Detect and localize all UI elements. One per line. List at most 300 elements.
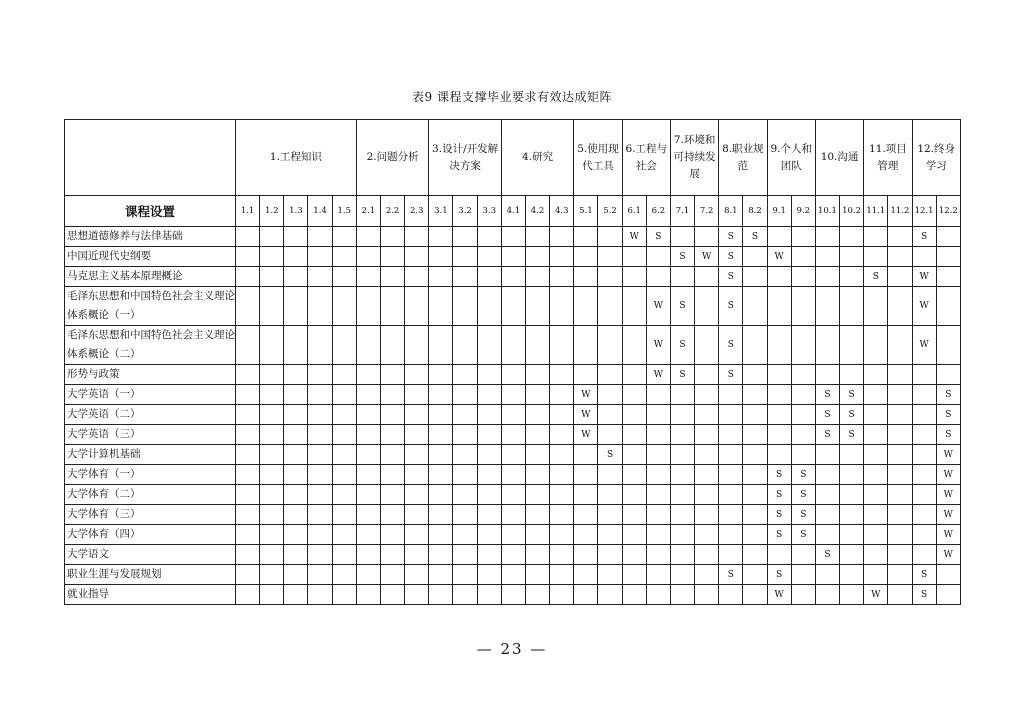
support-mark-cell	[574, 465, 598, 485]
support-mark-cell	[622, 267, 646, 287]
support-mark-cell	[284, 385, 308, 405]
support-mark-cell	[236, 425, 260, 445]
course-name-cell: 大学体育（三）	[65, 505, 236, 525]
support-mark-cell	[767, 425, 791, 445]
support-mark-cell: W	[912, 287, 936, 326]
support-mark-cell: S	[670, 365, 694, 385]
support-mark-cell	[381, 287, 405, 326]
support-mark-cell	[429, 267, 453, 287]
support-mark-cell	[695, 365, 719, 385]
requirement-group-header: 8.职业规范	[719, 120, 767, 196]
support-mark-cell	[598, 465, 622, 485]
support-mark-cell: S	[719, 365, 743, 385]
support-mark-cell	[501, 365, 525, 385]
support-mark-cell	[767, 405, 791, 425]
support-mark-cell	[840, 465, 864, 485]
support-mark-cell	[477, 405, 501, 425]
support-mark-cell: W	[936, 485, 960, 505]
support-mark-cell	[501, 405, 525, 425]
matrix-body	[65, 227, 961, 605]
support-mark-cell	[284, 505, 308, 525]
support-mark-cell	[888, 287, 912, 326]
support-mark-cell	[453, 445, 477, 465]
support-mark-cell	[308, 326, 332, 365]
support-mark-cell	[622, 545, 646, 565]
support-mark-cell	[525, 287, 549, 326]
support-mark-cell	[501, 465, 525, 485]
course-name-cell: 职业生涯与发展规划	[65, 565, 236, 585]
support-mark-cell	[405, 405, 429, 425]
support-mark-cell: S	[912, 585, 936, 605]
support-mark-cell	[453, 485, 477, 505]
support-mark-cell	[477, 287, 501, 326]
support-mark-cell	[598, 585, 622, 605]
support-mark-cell	[525, 405, 549, 425]
support-mark-cell	[405, 505, 429, 525]
support-mark-cell	[525, 425, 549, 445]
support-mark-cell	[429, 227, 453, 247]
support-mark-cell	[308, 525, 332, 545]
support-mark-cell	[888, 585, 912, 605]
support-mark-cell	[236, 326, 260, 365]
support-mark-cell	[260, 227, 284, 247]
support-mark-cell	[477, 365, 501, 385]
table-row	[65, 505, 961, 525]
support-mark-cell	[719, 405, 743, 425]
support-mark-cell	[912, 247, 936, 267]
support-mark-cell	[501, 485, 525, 505]
support-mark-cell	[356, 326, 380, 365]
course-name-cell: 思想道德修养与法律基础	[65, 227, 236, 247]
table-row	[65, 465, 961, 485]
support-mark-cell	[477, 485, 501, 505]
support-mark-cell	[815, 505, 839, 525]
support-mark-cell	[236, 485, 260, 505]
support-mark-cell	[719, 545, 743, 565]
support-mark-cell	[381, 365, 405, 385]
support-mark-cell	[622, 385, 646, 405]
support-mark-cell	[525, 326, 549, 365]
support-mark-cell	[405, 585, 429, 605]
support-mark-cell: S	[815, 425, 839, 445]
support-mark-cell	[525, 267, 549, 287]
support-mark-cell: S	[864, 267, 888, 287]
support-mark-cell	[550, 505, 574, 525]
support-mark-cell	[332, 485, 356, 505]
support-mark-cell	[405, 247, 429, 267]
support-mark-cell	[791, 287, 815, 326]
support-mark-cell	[719, 505, 743, 525]
support-mark-cell	[815, 465, 839, 485]
support-mark-cell	[719, 385, 743, 405]
support-mark-cell	[525, 385, 549, 405]
support-mark-cell	[574, 505, 598, 525]
support-mark-cell: S	[670, 247, 694, 267]
support-mark-cell	[501, 385, 525, 405]
course-setting-label: 课程设置	[65, 196, 236, 227]
support-mark-cell	[356, 287, 380, 326]
course-name-cell: 就业指导	[65, 585, 236, 605]
support-mark-cell	[429, 445, 453, 465]
support-mark-cell	[332, 287, 356, 326]
support-mark-cell	[550, 425, 574, 445]
support-mark-cell	[864, 565, 888, 585]
support-mark-cell	[405, 267, 429, 287]
support-mark-cell	[695, 585, 719, 605]
support-mark-cell	[598, 545, 622, 565]
support-mark-cell	[743, 267, 767, 287]
support-mark-cell	[429, 565, 453, 585]
support-mark-cell	[236, 287, 260, 326]
support-mark-cell	[815, 365, 839, 385]
support-mark-cell	[477, 385, 501, 405]
course-name-cell: 大学体育（一）	[65, 465, 236, 485]
support-mark-cell	[260, 445, 284, 465]
support-mark-cell	[405, 565, 429, 585]
support-mark-cell	[840, 326, 864, 365]
support-mark-cell	[695, 326, 719, 365]
sub-indicator-header: 10.2	[840, 196, 864, 227]
support-mark-cell	[550, 287, 574, 326]
support-mark-cell	[501, 267, 525, 287]
support-mark-cell	[695, 385, 719, 405]
requirement-group-header: 6.工程与社会	[622, 120, 670, 196]
support-mark-cell	[912, 365, 936, 385]
support-mark-cell	[743, 485, 767, 505]
support-mark-cell	[356, 485, 380, 505]
support-mark-cell	[791, 425, 815, 445]
table-row	[65, 565, 961, 585]
support-mark-cell	[912, 405, 936, 425]
requirement-group-header: 7.环境和可持续发展	[670, 120, 718, 196]
support-mark-cell: W	[695, 247, 719, 267]
requirement-group-header: 12.终身学习	[912, 120, 960, 196]
support-mark-cell	[405, 465, 429, 485]
support-mark-cell	[840, 505, 864, 525]
support-mark-cell	[670, 465, 694, 485]
support-mark-cell	[308, 505, 332, 525]
sub-indicator-header: 4.2	[525, 196, 549, 227]
support-mark-cell	[598, 405, 622, 425]
support-mark-cell	[501, 545, 525, 565]
support-mark-cell	[888, 505, 912, 525]
support-mark-cell	[260, 365, 284, 385]
support-mark-cell	[501, 445, 525, 465]
support-mark-cell	[525, 247, 549, 267]
support-mark-cell	[670, 485, 694, 505]
support-mark-cell	[501, 425, 525, 445]
support-mark-cell	[501, 227, 525, 247]
support-mark-cell	[236, 585, 260, 605]
support-mark-cell	[356, 465, 380, 485]
support-mark-cell: S	[767, 525, 791, 545]
support-mark-cell	[815, 585, 839, 605]
support-mark-cell	[912, 425, 936, 445]
requirement-group-header: 2.问题分析	[356, 120, 428, 196]
support-mark-cell	[840, 445, 864, 465]
support-mark-cell	[308, 485, 332, 505]
support-mark-cell	[888, 385, 912, 405]
support-mark-cell	[260, 585, 284, 605]
table-row	[65, 425, 961, 445]
support-mark-cell	[912, 485, 936, 505]
support-mark-cell: S	[815, 405, 839, 425]
support-mark-cell	[719, 525, 743, 545]
support-mark-cell	[888, 267, 912, 287]
table-row	[65, 247, 961, 267]
support-mark-cell	[936, 227, 960, 247]
support-mark-cell	[429, 425, 453, 445]
support-mark-cell	[308, 585, 332, 605]
support-mark-cell	[284, 267, 308, 287]
support-mark-cell	[429, 385, 453, 405]
support-mark-cell: W	[646, 287, 670, 326]
support-mark-cell	[670, 445, 694, 465]
sub-indicator-row	[65, 196, 961, 227]
support-mark-cell: W	[622, 227, 646, 247]
support-mark-cell	[236, 465, 260, 485]
support-mark-cell: W	[936, 465, 960, 485]
sub-indicator-header: 12.1	[912, 196, 936, 227]
support-mark-cell	[405, 425, 429, 445]
requirement-group-header: 3.设计/开发解决方案	[429, 120, 502, 196]
table-row	[65, 267, 961, 287]
support-mark-cell: W	[646, 365, 670, 385]
support-mark-cell	[381, 545, 405, 565]
support-mark-cell	[332, 425, 356, 445]
course-name-cell: 大学体育（二）	[65, 485, 236, 505]
support-mark-cell	[453, 525, 477, 545]
support-mark-cell	[356, 505, 380, 525]
support-mark-cell: S	[767, 505, 791, 525]
support-mark-cell	[332, 545, 356, 565]
support-mark-cell	[356, 565, 380, 585]
table-row	[65, 385, 961, 405]
support-mark-cell	[429, 247, 453, 267]
support-mark-cell	[670, 545, 694, 565]
table-caption: 表9 课程支撑毕业要求有效达成矩阵	[412, 90, 612, 104]
support-mark-cell	[308, 405, 332, 425]
support-mark-cell: S	[670, 326, 694, 365]
support-mark-cell	[260, 545, 284, 565]
support-mark-cell	[622, 565, 646, 585]
support-mark-cell	[308, 267, 332, 287]
course-name-cell: 大学语文	[65, 545, 236, 565]
sub-indicator-header: 4.3	[550, 196, 574, 227]
support-mark-cell	[356, 227, 380, 247]
support-mark-cell	[356, 525, 380, 545]
support-mark-cell	[695, 545, 719, 565]
support-mark-cell: W	[912, 267, 936, 287]
support-mark-cell	[840, 247, 864, 267]
support-mark-cell: S	[719, 326, 743, 365]
support-mark-cell	[236, 267, 260, 287]
support-mark-cell: S	[912, 565, 936, 585]
support-mark-cell: S	[791, 465, 815, 485]
support-mark-cell	[525, 465, 549, 485]
requirement-group-header: 5.使用现代工具	[574, 120, 622, 196]
support-mark-cell	[525, 445, 549, 465]
support-mark-cell	[332, 385, 356, 405]
sub-indicator-header: 8.2	[743, 196, 767, 227]
support-mark-cell: S	[791, 525, 815, 545]
support-mark-cell	[864, 227, 888, 247]
sub-indicator-header: 1.3	[284, 196, 308, 227]
support-mark-cell	[453, 227, 477, 247]
support-mark-cell	[429, 287, 453, 326]
support-mark-cell	[864, 326, 888, 365]
support-mark-cell	[260, 425, 284, 445]
support-mark-cell	[308, 565, 332, 585]
sub-indicator-header: 1.5	[332, 196, 356, 227]
support-mark-cell	[791, 565, 815, 585]
support-mark-cell	[381, 425, 405, 445]
support-mark-cell	[598, 267, 622, 287]
support-mark-cell	[670, 267, 694, 287]
course-name-cell: 中国近现代史纲要	[65, 247, 236, 267]
support-mark-cell	[888, 405, 912, 425]
support-mark-cell	[574, 287, 598, 326]
support-mark-cell	[550, 585, 574, 605]
support-mark-cell	[236, 545, 260, 565]
support-mark-cell	[743, 565, 767, 585]
sub-indicator-header: 6.2	[646, 196, 670, 227]
support-mark-cell	[453, 545, 477, 565]
support-mark-cell	[864, 545, 888, 565]
support-mark-cell	[284, 485, 308, 505]
support-mark-cell	[550, 465, 574, 485]
support-mark-cell	[260, 405, 284, 425]
support-mark-cell	[236, 227, 260, 247]
support-mark-cell	[284, 525, 308, 545]
support-mark-cell: S	[912, 227, 936, 247]
support-mark-cell	[791, 405, 815, 425]
support-mark-cell	[477, 247, 501, 267]
support-mark-cell	[260, 385, 284, 405]
support-mark-cell	[598, 505, 622, 525]
support-mark-cell	[332, 267, 356, 287]
support-mark-cell	[332, 326, 356, 365]
support-mark-cell	[646, 565, 670, 585]
support-mark-cell	[405, 445, 429, 465]
support-mark-cell	[622, 425, 646, 445]
support-mark-cell	[525, 585, 549, 605]
support-mark-cell	[550, 365, 574, 385]
support-mark-cell	[356, 445, 380, 465]
support-mark-cell	[646, 545, 670, 565]
support-mark-cell	[308, 465, 332, 485]
support-mark-cell	[260, 287, 284, 326]
support-mark-cell	[284, 326, 308, 365]
support-mark-cell	[550, 267, 574, 287]
support-mark-cell	[670, 425, 694, 445]
support-mark-cell: S	[719, 565, 743, 585]
requirement-group-row	[65, 120, 961, 196]
support-mark-cell	[284, 465, 308, 485]
support-mark-cell	[574, 247, 598, 267]
sub-indicator-header: 5.2	[598, 196, 622, 227]
support-mark-cell: W	[646, 326, 670, 365]
support-mark-cell: W	[936, 505, 960, 525]
support-mark-cell	[670, 405, 694, 425]
sub-indicator-header: 3.1	[429, 196, 453, 227]
support-mark-cell: W	[936, 545, 960, 565]
support-mark-cell	[622, 247, 646, 267]
course-name-cell: 毛泽东思想和中国特色社会主义理论体系概论（一）	[65, 287, 236, 326]
support-mark-cell	[646, 425, 670, 445]
support-mark-cell	[840, 525, 864, 545]
support-mark-cell	[453, 287, 477, 326]
support-mark-cell	[284, 287, 308, 326]
support-mark-cell	[622, 445, 646, 465]
support-mark-cell	[888, 365, 912, 385]
requirement-group-header: 4.研究	[501, 120, 573, 196]
support-mark-cell	[888, 227, 912, 247]
support-mark-cell	[501, 505, 525, 525]
support-mark-cell	[719, 425, 743, 445]
requirement-group-header: 1.工程知识	[236, 120, 357, 196]
support-mark-cell	[381, 445, 405, 465]
support-mark-cell	[743, 326, 767, 365]
sub-indicator-header: 9.1	[767, 196, 791, 227]
support-mark-cell	[332, 505, 356, 525]
support-mark-cell: W	[767, 247, 791, 267]
support-mark-cell	[936, 247, 960, 267]
support-mark-cell	[646, 465, 670, 485]
table-row	[65, 545, 961, 565]
support-mark-cell	[356, 385, 380, 405]
support-mark-cell	[381, 485, 405, 505]
support-mark-cell	[308, 445, 332, 465]
support-mark-cell: S	[767, 485, 791, 505]
support-mark-cell	[646, 247, 670, 267]
support-mark-cell	[670, 585, 694, 605]
support-mark-cell	[767, 287, 791, 326]
support-mark-cell	[550, 565, 574, 585]
support-mark-cell	[622, 287, 646, 326]
support-mark-cell	[381, 405, 405, 425]
support-mark-cell	[888, 465, 912, 485]
support-mark-cell	[429, 545, 453, 565]
support-mark-cell	[405, 525, 429, 545]
support-mark-cell: W	[912, 326, 936, 365]
support-mark-cell	[453, 565, 477, 585]
support-mark-cell: S	[936, 405, 960, 425]
support-mark-cell	[453, 326, 477, 365]
course-name-cell: 毛泽东思想和中国特色社会主义理论体系概论（二）	[65, 326, 236, 365]
support-mark-cell	[622, 505, 646, 525]
support-mark-cell	[381, 585, 405, 605]
support-mark-cell	[308, 545, 332, 565]
support-mark-cell	[622, 465, 646, 485]
support-mark-cell	[840, 287, 864, 326]
support-mark-cell	[525, 227, 549, 247]
support-mark-cell	[284, 247, 308, 267]
support-mark-cell: S	[791, 485, 815, 505]
sub-indicator-header: 2.1	[356, 196, 380, 227]
course-name-cell: 大学英语（一）	[65, 385, 236, 405]
support-mark-cell	[622, 485, 646, 505]
support-mark-cell	[815, 247, 839, 267]
support-mark-cell	[453, 465, 477, 485]
support-mark-cell	[743, 505, 767, 525]
sub-indicator-header: 1.4	[308, 196, 332, 227]
support-mark-cell	[791, 326, 815, 365]
table-row	[65, 287, 961, 326]
support-mark-cell	[405, 227, 429, 247]
support-mark-cell	[743, 445, 767, 465]
support-mark-cell	[236, 445, 260, 465]
